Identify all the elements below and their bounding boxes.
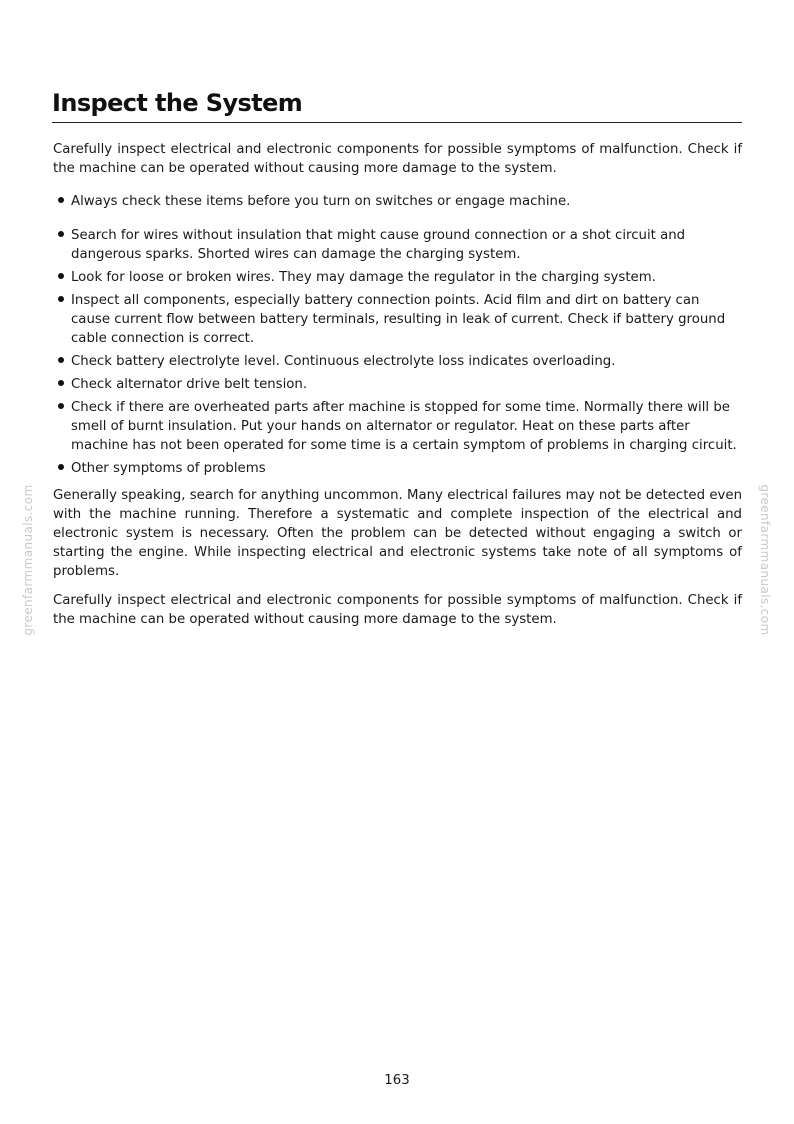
bullet-icon <box>58 231 64 237</box>
bullet-icon <box>58 403 64 409</box>
bullet-icon <box>58 357 64 363</box>
general-paragraph: Generally speaking, search for anything uncommon. Many electrical failures may not be detected even with the machine running. Therefore a systematic and complete inspection of the electrical and electronic system is necessary. Often the problem can be detected without engaging a switch or starting the engine. While inspecting electrical and electronic systems take note of all symptoms of problems. <box>53 488 742 579</box>
title-divider <box>52 122 742 123</box>
page-title: Inspect the System <box>52 89 303 117</box>
list-item-text: Inspect all components, especially battery connection points. Acid film and dirt on battery can cause current flow between battery terminals, resulting in leak of current. Check if battery ground cable connection is correct. <box>71 293 726 346</box>
intro-paragraph: Carefully inspect electrical and electronic components for possible symptoms of malfunction. Check if the machine can be operated without causing more damage to the system. <box>53 142 742 176</box>
list-item <box>53 226 742 264</box>
checklist <box>53 192 742 478</box>
list-item-text: Search for wires without insulation that might cause ground connection or a shot circuit and dangerous sparks. Shorted wires can damage the charging system. <box>71 228 686 262</box>
bullet-icon <box>58 380 64 386</box>
list-item <box>53 352 742 371</box>
list-item <box>53 291 742 348</box>
bullet-icon <box>58 464 64 470</box>
list-item <box>53 375 742 394</box>
list-item-text: Check alternator drive belt tension. <box>71 377 308 392</box>
content-body <box>53 140 742 629</box>
list-item <box>53 459 742 478</box>
watermark-right: greenfarmmanuals.com <box>758 484 772 636</box>
list-item <box>53 398 742 455</box>
watermark-left: greenfarmmanuals.com <box>21 484 35 636</box>
list-item <box>53 192 742 211</box>
closing-paragraph: Carefully inspect electrical and electronic components for possible symptoms of malfunction. Check if the machine can be operated without causing more damage to the system. <box>53 593 742 627</box>
list-item-text: Check battery electrolyte level. Continuous electrolyte loss indicates overloading. <box>71 354 616 369</box>
page-number: 163 <box>384 1073 410 1088</box>
list-item <box>53 268 742 287</box>
list-item-text: Always check these items before you turn on switches or engage machine. <box>71 194 571 209</box>
bullet-icon <box>58 296 64 302</box>
list-item-text: Check if there are overheated parts after machine is stopped for some time. Normally there will be smell of burnt insulation. Put your hands on alternator or regulator. Heat on these parts after machine has not been operated for some time is a certain symptom of problems in charging circuit. <box>71 400 737 453</box>
list-item-text: Other symptoms of problems <box>71 461 266 476</box>
list-item-text: Look for loose or broken wires. They may damage the regulator in the charging system. <box>71 270 656 285</box>
bullet-icon <box>58 273 64 279</box>
bullet-icon <box>58 197 64 203</box>
